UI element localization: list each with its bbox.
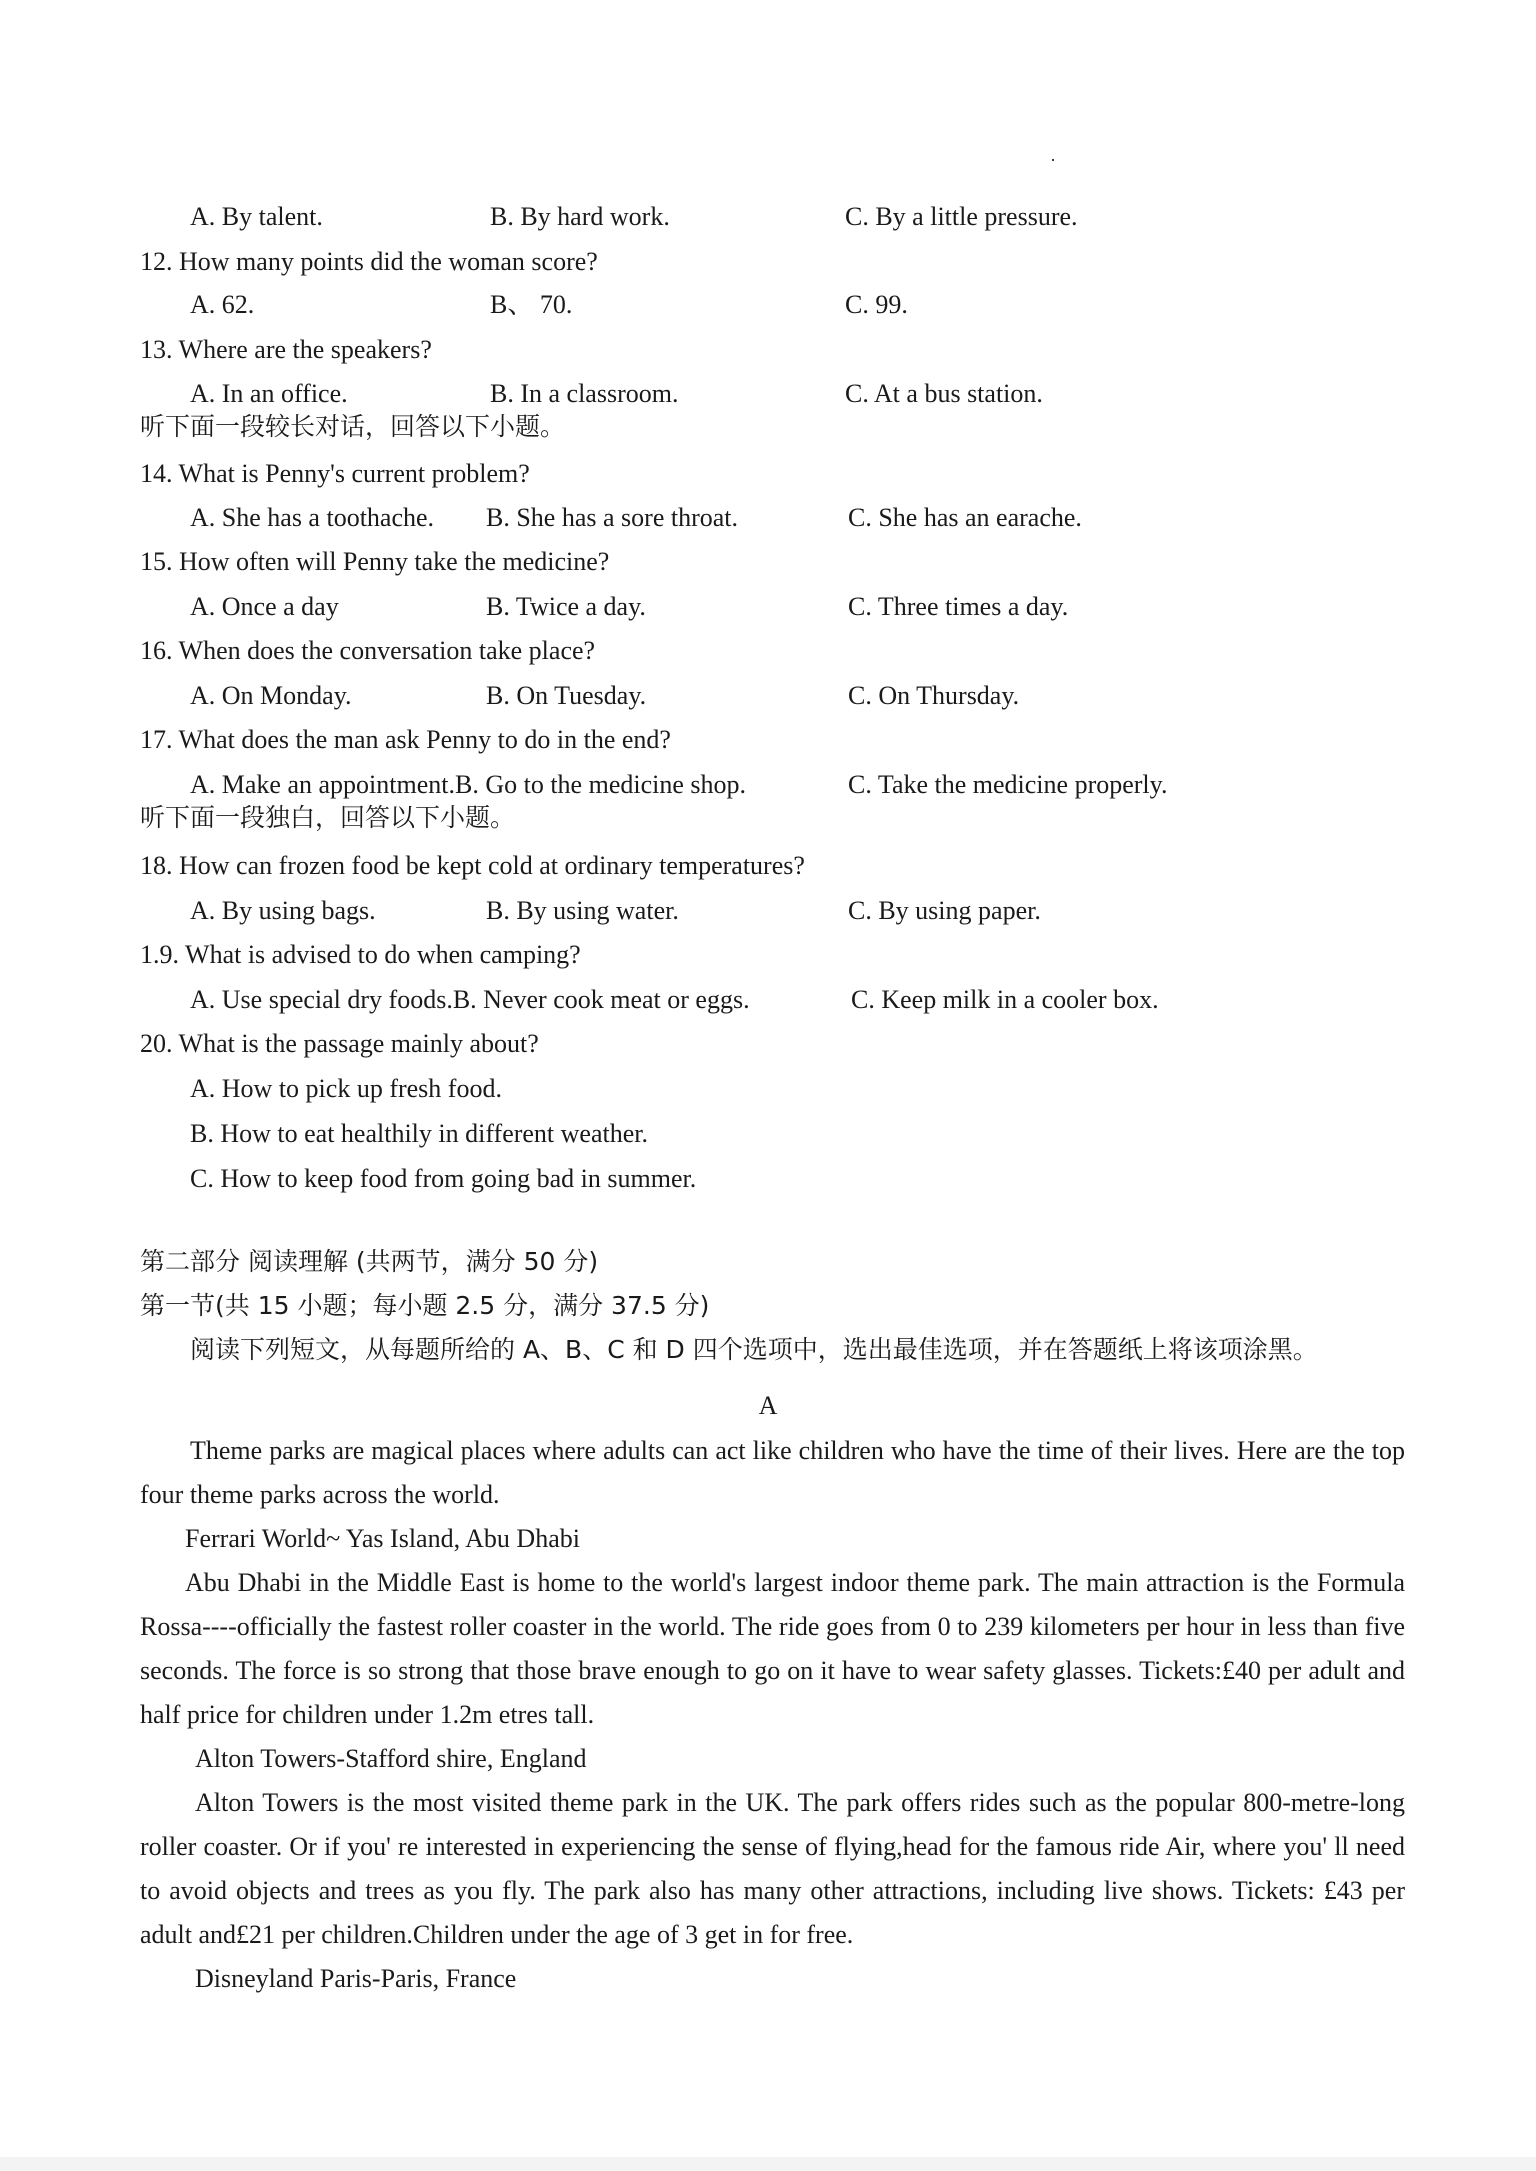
q14-option-a: A. She has a toothache. bbox=[190, 503, 435, 532]
q11-option-b: B. By hard work. bbox=[490, 202, 670, 231]
q13-option-a: A. In an office. bbox=[190, 379, 348, 408]
q15-question: 15. How often will Penny take the medicine? bbox=[140, 547, 610, 576]
park2-text: Alton Towers is the most visited theme park in the UK. The park offers rides such as the popular 800-metre-long roller coaster. Or if you' re interested in experiencing the sense of flying,head for the famous ride Air, where you' ll need to avoid objects and trees as you fly. The park also has many other attractions, including live shows. Tickets: £43 per adult and£21 per children.Children under the age of 3 get in for free. bbox=[140, 1788, 1405, 1949]
part2-title: 第二部分 阅读理解 (共两节，满分 50 分) bbox=[140, 1247, 599, 1276]
passage-a bbox=[140, 1429, 1405, 2001]
q15-option-c: C. Three times a day. bbox=[848, 592, 1069, 621]
q17-options-ab: A. Make an appointment.B. Go to the medicine shop. bbox=[190, 770, 747, 799]
q15-option-a: A. Once a day bbox=[190, 592, 339, 621]
q17-question: 17. What does the man ask Penny to do in the end? bbox=[140, 725, 671, 754]
park1-text: Abu Dhabi in the Middle East is home to the world's largest indoor theme park. The main attraction is the Formula Rossa----officially the fastest roller coaster in the world. The ride goes from 0 to 239 kilometers per hour in less than five seconds. The force is so strong that those brave enough to go on it have to wear safety glasses. Tickets:£40 per adult and half price for children under 1.2m etres tall. bbox=[140, 1568, 1405, 1729]
q12-option-c: C. 99. bbox=[845, 290, 908, 319]
q14-question: 14. What is Penny's current problem? bbox=[140, 459, 530, 488]
q11-option-c: C. By a little pressure. bbox=[845, 202, 1078, 231]
q12-option-a: A. 62. bbox=[190, 290, 255, 319]
q19-option-c: C. Keep milk in a cooler box. bbox=[851, 985, 1159, 1014]
park3-title: Disneyland Paris-Paris, France bbox=[195, 1964, 517, 1993]
q12-question: 12. How many points did the woman score? bbox=[140, 247, 598, 276]
q12-option-b: B、 70. bbox=[490, 290, 573, 319]
q19-options-ab: A. Use special dry foods.B. Never cook meat or eggs. bbox=[190, 985, 750, 1014]
q18-option-c: C. By using paper. bbox=[848, 896, 1041, 925]
section1-instruction: 阅读下列短文，从每题所给的 A、B、C 和 D 四个选项中，选出最佳选项，并在答题纸上将该项涂黑。 bbox=[190, 1335, 1318, 1364]
q18-option-a: A. By using bags. bbox=[190, 896, 376, 925]
q18-question: 18. How can frozen food be kept cold at ordinary temperatures? bbox=[140, 851, 805, 880]
q11-option-a: A. By talent. bbox=[190, 202, 323, 231]
q20-option-c: C. How to keep food from going bad in summer. bbox=[190, 1164, 697, 1193]
q20-option-a: A. How to pick up fresh food. bbox=[190, 1074, 502, 1103]
q13-option-b: B. In a classroom. bbox=[490, 379, 679, 408]
q14-option-c: C. She has an earache. bbox=[848, 503, 1082, 532]
park2-title: Alton Towers-Stafford shire, England bbox=[195, 1744, 587, 1773]
q16-option-a: A. On Monday. bbox=[190, 681, 352, 710]
q15-option-b: B. Twice a day. bbox=[486, 592, 646, 621]
q16-option-c: C. On Thursday. bbox=[848, 681, 1020, 710]
q16-question: 16. When does the conversation take place? bbox=[140, 636, 596, 665]
passage-intro: Theme parks are magical places where adults can act like children who have the time of their lives. Here are the top four theme parks across the world. bbox=[140, 1436, 1405, 1509]
section1-title: 第一节(共 15 小题；每小题 2.5 分，满分 37.5 分) bbox=[140, 1291, 710, 1320]
q20-option-b: B. How to eat healthily in different weather. bbox=[190, 1119, 648, 1148]
passage-label: A bbox=[758, 1391, 778, 1420]
q17-option-c: C. Take the medicine properly. bbox=[848, 770, 1168, 799]
q20-question: 20. What is the passage mainly about? bbox=[140, 1029, 539, 1058]
q13-option-c: C. At a bus station. bbox=[845, 379, 1043, 408]
q18-option-b: B. By using water. bbox=[486, 896, 679, 925]
q16-option-b: B. On Tuesday. bbox=[486, 681, 647, 710]
q14-option-b: B. She has a sore throat. bbox=[486, 503, 739, 532]
monologue-instruction: 听下面一段独白，回答以下小题。 bbox=[140, 803, 516, 832]
dialog-instruction: 听下面一段较长对话，回答以下小题。 bbox=[140, 412, 566, 441]
q19-question: 1.9. What is advised to do when camping? bbox=[140, 940, 581, 969]
scan-bottom-edge bbox=[0, 2157, 1536, 2171]
scan-mark: · bbox=[1050, 150, 1056, 170]
park1-title: Ferrari World~ Yas Island, Abu Dhabi bbox=[185, 1524, 580, 1553]
q13-question: 13. Where are the speakers? bbox=[140, 335, 432, 364]
